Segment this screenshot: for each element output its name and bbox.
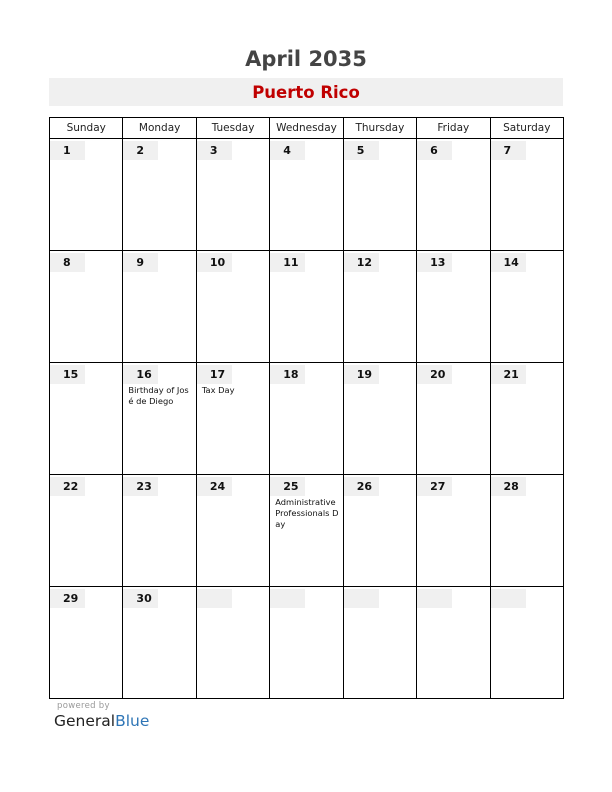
day-number: 22 (50, 477, 85, 496)
weekday-sunday: Sunday (50, 118, 123, 139)
day-cell[interactable] (50, 251, 123, 363)
day-cell[interactable] (490, 587, 563, 699)
holiday-event: Birthday of José de Diego (128, 385, 189, 406)
day-number: 14 (491, 253, 526, 272)
day-cell[interactable] (490, 139, 563, 251)
day-cell[interactable] (50, 587, 123, 699)
brand-general-text: General (54, 712, 116, 730)
weekday-tuesday: Tuesday (196, 118, 269, 139)
day-cell[interactable] (50, 139, 123, 251)
day-number: 28 (491, 477, 526, 496)
week-row (50, 139, 564, 251)
day-number: 11 (270, 253, 305, 272)
day-number (491, 589, 526, 608)
day-cell[interactable] (123, 139, 196, 251)
day-cell[interactable] (417, 363, 490, 475)
day-number (344, 589, 379, 608)
holiday-event: Administrative Professionals Day (275, 497, 339, 529)
day-number: 10 (197, 253, 232, 272)
day-cell[interactable] (343, 587, 416, 699)
day-number: 6 (417, 141, 452, 160)
day-number: 21 (491, 365, 526, 384)
day-number: 18 (270, 365, 305, 384)
day-number: 3 (197, 141, 232, 160)
powered-by-label: powered by (57, 701, 110, 711)
day-cell[interactable] (270, 363, 343, 475)
day-cell[interactable] (417, 587, 490, 699)
brand-blue-text: Blue (115, 712, 150, 730)
day-cell[interactable] (270, 475, 343, 587)
day-number: 24 (197, 477, 232, 496)
day-cell[interactable] (123, 475, 196, 587)
day-cell[interactable] (196, 251, 269, 363)
calendar-grid (49, 117, 564, 699)
week-row (50, 475, 564, 587)
week-row (50, 587, 564, 699)
generalblue-logo[interactable] (54, 712, 149, 730)
weekday-header-row (50, 118, 564, 139)
weekday-thursday: Thursday (343, 118, 416, 139)
holiday-event: Tax Day (201, 385, 235, 395)
weekday-monday: Monday (123, 118, 196, 139)
day-number: 4 (270, 141, 305, 160)
day-number: 1 (50, 141, 85, 160)
day-number (417, 589, 452, 608)
day-number: 29 (50, 589, 85, 608)
day-number: 2 (123, 141, 158, 160)
week-row (50, 251, 564, 363)
day-cell[interactable] (123, 251, 196, 363)
day-number: 16 (123, 365, 158, 384)
day-number: 30 (123, 589, 158, 608)
day-cell[interactable] (343, 139, 416, 251)
day-cell[interactable] (343, 475, 416, 587)
day-cell[interactable] (50, 363, 123, 475)
day-number: 26 (344, 477, 379, 496)
day-cell[interactable] (417, 475, 490, 587)
week-row (50, 363, 564, 475)
day-number: 25 (270, 477, 305, 496)
day-number: 23 (123, 477, 158, 496)
page-title: April 2035 (245, 47, 367, 71)
day-cell[interactable] (270, 251, 343, 363)
day-cell[interactable] (196, 363, 269, 475)
day-cell[interactable] (490, 363, 563, 475)
day-cell[interactable] (343, 251, 416, 363)
day-cell[interactable] (123, 363, 196, 475)
day-number: 17 (197, 365, 232, 384)
day-number: 7 (491, 141, 526, 160)
day-cell[interactable] (490, 251, 563, 363)
day-cell[interactable] (490, 475, 563, 587)
day-number: 20 (417, 365, 452, 384)
day-number: 15 (50, 365, 85, 384)
day-number: 9 (123, 253, 158, 272)
day-cell[interactable] (50, 475, 123, 587)
day-cell[interactable] (123, 587, 196, 699)
weekday-saturday: Saturday (490, 118, 563, 139)
day-cell[interactable] (270, 587, 343, 699)
country-name: Puerto Rico (252, 83, 360, 102)
day-cell[interactable] (343, 363, 416, 475)
day-number: 8 (50, 253, 85, 272)
day-cell[interactable] (417, 251, 490, 363)
day-number: 27 (417, 477, 452, 496)
day-cell[interactable] (196, 139, 269, 251)
day-number (270, 589, 305, 608)
weekday-wednesday: Wednesday (270, 118, 343, 139)
day-cell[interactable] (196, 587, 269, 699)
day-number: 5 (344, 141, 379, 160)
day-number: 12 (344, 253, 379, 272)
day-cell[interactable] (196, 475, 269, 587)
day-cell[interactable] (417, 139, 490, 251)
day-cell[interactable] (270, 139, 343, 251)
day-number: 19 (344, 365, 379, 384)
weekday-friday: Friday (417, 118, 490, 139)
day-number (197, 589, 232, 608)
day-number: 13 (417, 253, 452, 272)
